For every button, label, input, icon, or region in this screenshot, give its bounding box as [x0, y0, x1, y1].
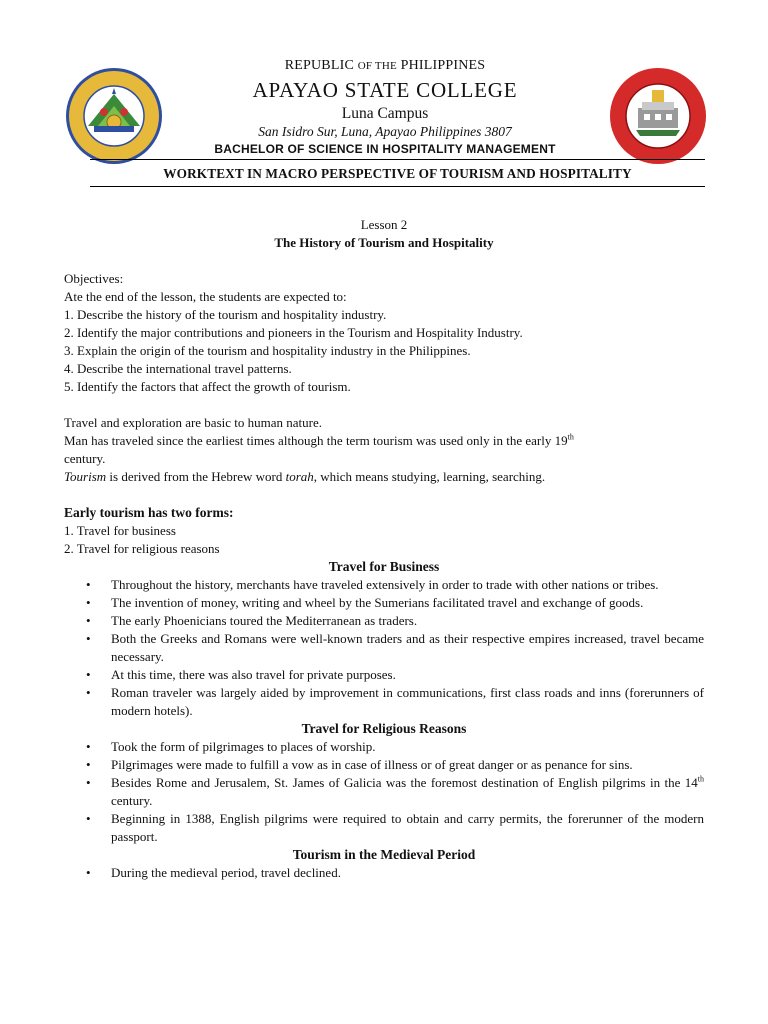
campus-address: San Isidro Sur, Luna, Apayao Philippines 3807	[258, 124, 512, 139]
degree-program: BACHELOR OF SCIENCE IN HOSPITALITY MANAGEMENT	[214, 142, 556, 156]
list-item	[64, 594, 704, 612]
bullet-icon: •	[86, 613, 91, 628]
torah-word: torah	[285, 469, 314, 484]
bullet-icon: •	[86, 667, 91, 682]
medieval-list	[64, 864, 704, 882]
objective-item: 3. Explain the origin of the tourism and hospitality industry in the Philippines.	[64, 343, 471, 358]
list-item	[64, 630, 704, 666]
travel-business-heading: Travel for Business	[328, 559, 440, 574]
list-item-text: Besides Rome and Jerusalem, St. James of Galicia was the foremost destination of English pilgrims in the 14	[111, 775, 698, 790]
list-item-text: Roman traveler was largely aided by improvement in communications, first class roads and inns (forerunners of modern hotels).	[111, 685, 704, 718]
apayao-state-college-seal-icon	[64, 66, 164, 166]
travel-religious-list	[64, 738, 704, 846]
century-sup: th	[697, 774, 704, 784]
bullet-icon: •	[86, 595, 91, 610]
list-item	[64, 666, 704, 684]
bullet-icon: •	[86, 757, 91, 772]
list-item	[64, 738, 704, 756]
objectives-intro: Ate the end of the lesson, the students are expected to:	[64, 289, 347, 304]
list-item-text: Throughout the history, merchants have traveled extensively in order to trade with other nations or tribes.	[111, 577, 659, 592]
republic-line	[170, 58, 600, 74]
worktext-title: WORKTEXT IN MACRO PERSPECTIVE OF TOURISM AND HOSPITALITY	[163, 166, 632, 181]
bullet-icon: •	[86, 685, 91, 700]
bullet-icon: •	[86, 775, 91, 790]
bullet-icon: •	[86, 865, 91, 880]
list-item	[64, 576, 704, 594]
objective-item: 1. Describe the history of the tourism and hospitality industry.	[64, 307, 387, 322]
list-item	[64, 756, 704, 774]
intro-line-2-sup: th	[567, 432, 574, 442]
bullet-icon: •	[86, 577, 91, 592]
early-form-item: 1. Travel for business	[64, 523, 176, 538]
list-item-text: Took the form of pilgrimages to places of worship.	[111, 739, 376, 754]
objective-item: 5. Identify the factors that affect the growth of tourism.	[64, 379, 351, 394]
objective-item: 4. Describe the international travel patterns.	[64, 361, 292, 376]
letterhead	[0, 56, 768, 166]
list-item	[64, 612, 704, 630]
list-item-text: The invention of money, writing and wheel by the Sumerians facilitated travel and exchange of goods.	[111, 595, 644, 610]
intro-line-2-end: century.	[64, 451, 106, 466]
list-item	[64, 774, 704, 810]
list-item	[64, 684, 704, 720]
list-item-text: During the medieval period, travel declined.	[111, 865, 341, 880]
list-item-text-end: century.	[111, 793, 153, 808]
list-item-text: Pilgrimages were made to fulfill a vow as in case of illness or of great danger or as penance for sins.	[111, 757, 633, 772]
lesson-number: Lesson 2	[360, 217, 408, 232]
republic-suffix: PHILIPPINES	[400, 58, 486, 73]
list-item	[64, 810, 704, 846]
campus-name: Luna Campus	[341, 105, 429, 122]
header-bottom-rule	[90, 186, 705, 187]
college-name: APAYAO STATE COLLEGE	[252, 78, 518, 102]
medieval-heading: Tourism in the Medieval Period	[292, 847, 476, 862]
bullet-icon: •	[86, 811, 91, 826]
lesson-content	[64, 216, 704, 882]
travel-business-list	[64, 576, 704, 720]
bullet-icon: •	[86, 631, 91, 646]
travel-religious-heading: Travel for Religious Reasons	[301, 721, 467, 736]
objective-item: 2. Identify the major contributions and pioneers in the Tourism and Hospitality Industry.	[64, 325, 523, 340]
list-item	[64, 864, 704, 882]
intro-line-3-mid: is derived from the Hebrew word	[106, 469, 286, 484]
intro-line-2	[64, 432, 704, 468]
republic-of-the: OF THE	[357, 60, 397, 72]
early-form-item: 2. Travel for religious reasons	[64, 541, 220, 556]
tourism-word: Tourism	[64, 469, 107, 484]
list-item-text: At this time, there was also travel for private purposes.	[111, 667, 396, 682]
early-forms-heading: Early tourism has two forms:	[64, 505, 234, 520]
intro-line-1: Travel and exploration are basic to human nature.	[64, 415, 322, 430]
intro-line-2-text: Man has traveled since the earliest times although the term tourism was used only in the early 19	[64, 433, 568, 448]
bullet-icon: •	[86, 739, 91, 754]
intro-line-3-end: , which means studying, learning, searching.	[313, 469, 546, 484]
objectives-heading: Objectives:	[64, 271, 124, 286]
list-item-text: Both the Greeks and Romans were well-known traders and as their respective empires increased, travel became necessary.	[111, 631, 704, 664]
lesson-title: The History of Tourism and Hospitality	[274, 235, 494, 250]
hrm-department-seal-icon	[608, 66, 708, 166]
intro-line-3	[64, 468, 704, 486]
list-item-text: Beginning in 1388, English pilgrims were required to obtain and carry permits, the forerunner of the modern passport.	[111, 811, 704, 844]
list-item-text: The early Phoenicians toured the Mediterranean as traders.	[111, 613, 418, 628]
header-top-rule	[90, 159, 705, 160]
republic-prefix: REPUBLIC	[284, 58, 354, 73]
